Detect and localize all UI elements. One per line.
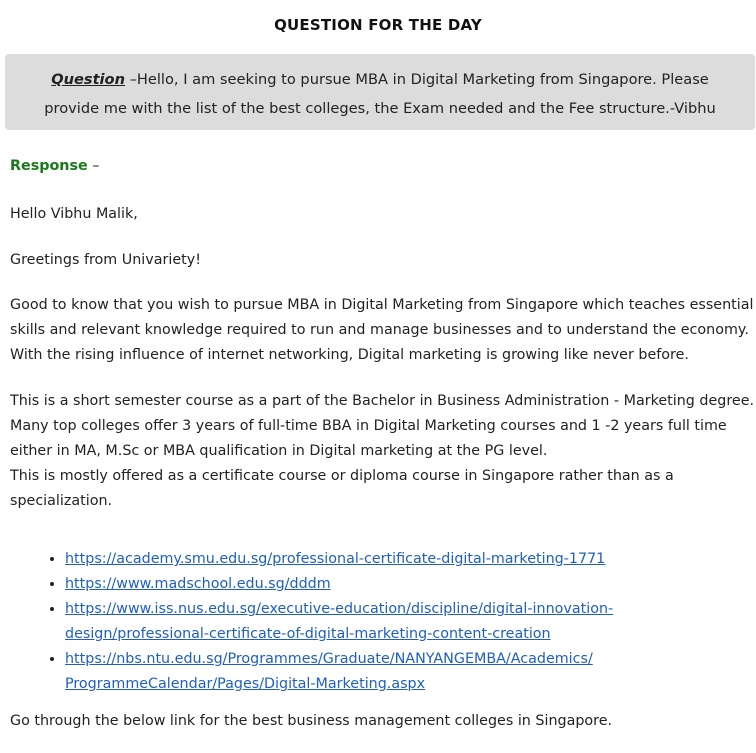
- ntu-nbs-link-text-2: ProgrammeCalendar/Pages/Digital-Marketing.aspx: [65, 676, 426, 692]
- intro-paragraph: [10, 293, 755, 368]
- nus-iss-link-text-1: • https://www.iss.nus.edu.sg/executive-education/discipline/digital-innovation-: [65, 601, 614, 617]
- question-box: [5, 54, 755, 130]
- intro-line-2: skills and relevant knowledge required to run and manage businesses and to understand the economy.: [10, 322, 749, 338]
- response-dash: –: [87, 158, 100, 174]
- smu-link[interactable]: [65, 547, 756, 572]
- closing-text: Go through the below link for the best business management colleges in Singapore.: [10, 713, 613, 729]
- course-line-4: This is mostly offered as a certificate course or diploma course in Singapore rather than as a: [10, 468, 674, 484]
- question-text-line-1: –Hello, I am seeking to pursue MBA in Digital Marketing from Singapore. Please: [124, 71, 709, 88]
- course-line-1: This is a short semester course as a part of the Bachelor in Business Administration - Marketing degree.: [10, 393, 755, 409]
- page-title: QUESTION FOR THE DAY: [274, 16, 482, 34]
- course-paragraph: [10, 389, 755, 514]
- intro-line-1: Good to know that you wish to pursue MBA in Digital Marketing from Singapore which teaches essential: [10, 297, 754, 313]
- question-label: Question: [51, 71, 125, 88]
- ntu-nbs-link[interactable]: [65, 647, 756, 697]
- course-line-5: specialization.: [10, 493, 113, 509]
- course-line-2: Many top colleges offer 3 years of full-time BBA in Digital Marketing courses and 1 -2 years full time: [10, 418, 727, 434]
- course-line-3: either in MA, M.Sc or MBA qualification in Digital marketing at the PG level.: [10, 443, 548, 459]
- madschool-link-text: • https://www.madschool.edu.sg/dddm: [65, 576, 331, 592]
- nus-iss-link-text-2: design/professional-certificate-of-digital-marketing-content-creation: [65, 626, 551, 642]
- nus-iss-link[interactable]: [65, 597, 756, 647]
- greeting-text: Hello Vibhu Malik,: [10, 206, 138, 222]
- ntu-nbs-link-text-1: • https://nbs.ntu.edu.sg/Programmes/Graduate/NANYANGEMBA/Academics/: [65, 651, 593, 667]
- list-item: [65, 572, 756, 597]
- list-item: [65, 647, 756, 697]
- response-label: Response: [10, 158, 88, 174]
- list-item: [65, 597, 756, 647]
- intro-line-3: With the rising influence of internet networking, Digital marketing is growing like never before.: [10, 347, 689, 363]
- greetings-line: Greetings from Univariety!: [10, 252, 201, 268]
- list-item: [65, 547, 756, 572]
- response-heading: [10, 158, 99, 174]
- question-text-line-2: provide me with the list of the best colleges, the Exam needed and the Fee structure.-Vibhu: [44, 100, 716, 117]
- madschool-link[interactable]: [65, 572, 756, 597]
- college-links-list: [0, 547, 756, 697]
- smu-link-text: • https://academy.smu.edu.sg/professional-certificate-digital-marketing-1771: [65, 551, 606, 567]
